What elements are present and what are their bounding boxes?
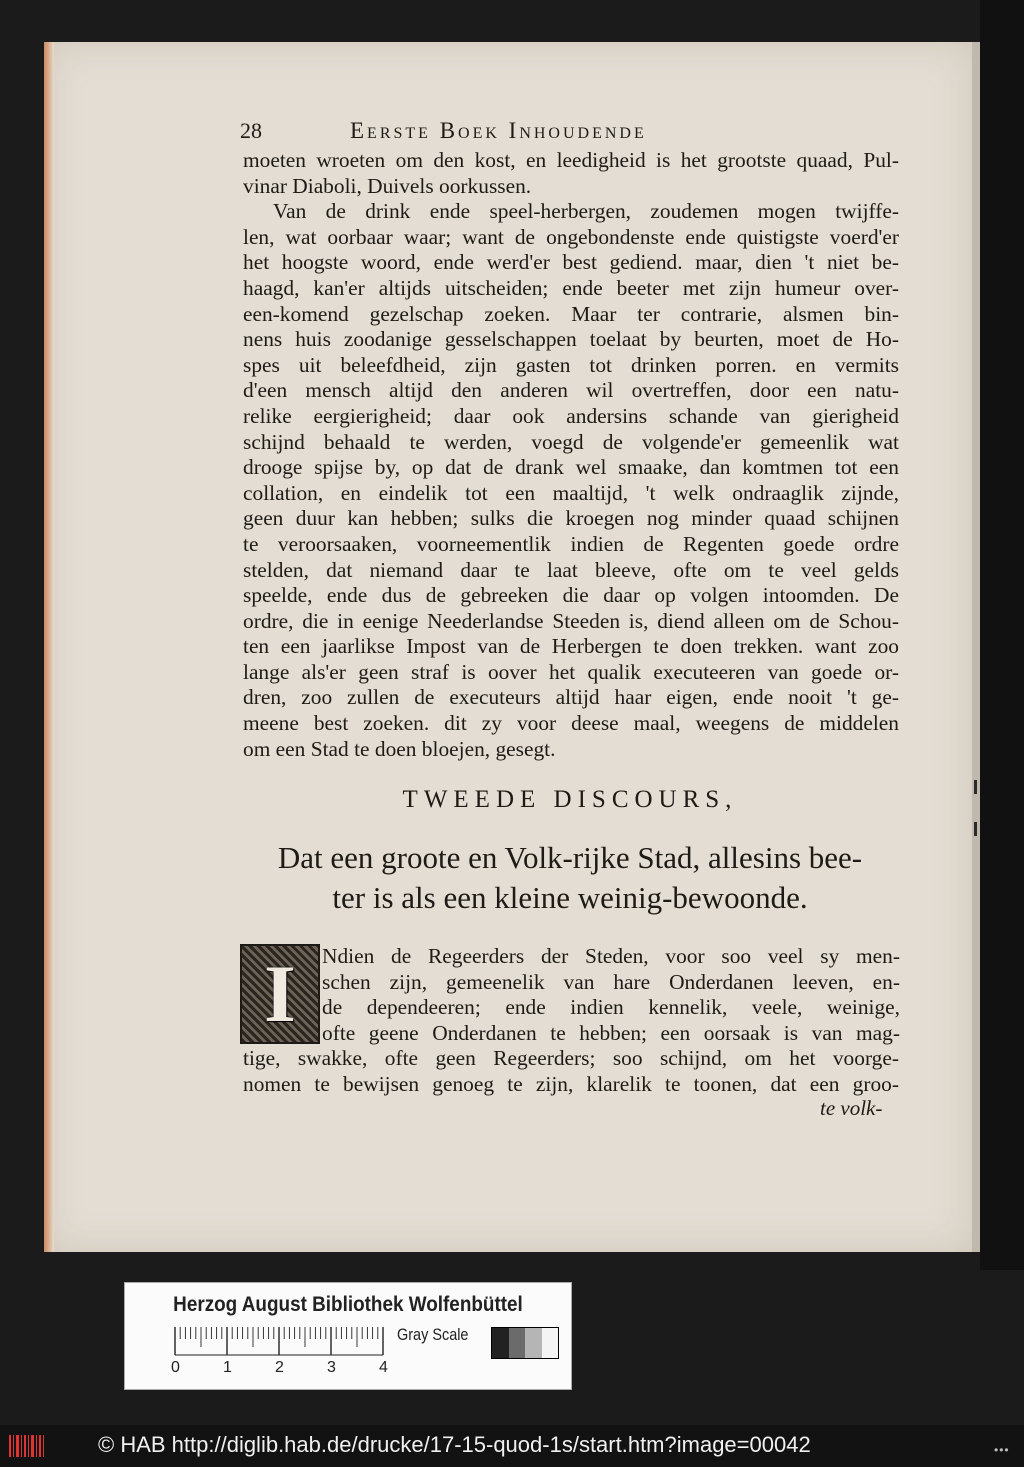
text-line: tige, swakke, ofte geen Regeerders; soo schijnd, om het voorge-: [243, 1046, 899, 1070]
gray-swatch: [509, 1328, 526, 1358]
text-line: ofte geene Onderdanen te hebben; een oorsaak is van mag-: [322, 1020, 900, 1045]
subtitle-line: Dat een groote en Volk-rijke Stad, allesins bee-: [277, 840, 863, 875]
page-edge-right: [972, 42, 980, 1252]
section-heading: TWEEDE DISCOURS,: [402, 786, 738, 813]
text-line: drooge spijse by, op dat de drank wel smaake, dan komtmen tot een: [243, 455, 899, 480]
url-text[interactable]: © HAB http://diglib.hab.de/drucke/17-15-quod-1s/start.htm?image=00042: [98, 1432, 811, 1457]
text-line: schen zijn, gemeenelik van hare Onderdanen leeven, en-: [322, 969, 900, 994]
barcode-icon: [8, 1433, 46, 1459]
grayscale-label: Gray Scale: [397, 1325, 469, 1344]
text-line: een-komend gezelschap zoeken. Maar ter contrarie, alsmen bin-: [243, 301, 899, 326]
text-line: lange als'er geen straf is oover het qualik executeeren van goede or-: [243, 659, 899, 684]
ruler-label: 0: [171, 1359, 180, 1376]
initial-letter: I: [264, 948, 296, 1039]
gutter-mark: [974, 822, 977, 836]
text-line: ordre, die in eenige Neederlandse Steeden is, diend alleen om de Schou-: [243, 608, 899, 633]
text-line: moeten wroeten om den kost, en leedigheid is het grootste quaad, Pul-: [243, 148, 899, 172]
page-header: [240, 118, 900, 148]
section-subtitle: [240, 838, 900, 918]
status-bar: [0, 1425, 1024, 1467]
ruler-label: 2: [275, 1359, 284, 1376]
gray-swatch: [525, 1328, 542, 1358]
ruler-labels: [125, 1359, 571, 1381]
text-line: dren, zoo zullen de executeurs altijd haar eigen, ende nooit 't ge-: [243, 685, 899, 710]
gray-swatch: [492, 1328, 509, 1358]
text-line: nens huis zoodanige gesselschappen toelaat by beurten, moet de Ho-: [243, 327, 899, 352]
text-line: d'een mensch altijd den anderen wil overtreffen, door een natu-: [243, 378, 899, 403]
text-line: vinar Diaboli, Duivels oorkussen.: [243, 173, 532, 198]
text-line: haagd, kan'er altijds uitscheiden; ende beeter met zijn humeur over-: [243, 275, 899, 300]
text-line: Ndien de Regeerders der Steden, voor soo veel sy men-: [322, 944, 900, 968]
ruler-label: 4: [379, 1359, 388, 1376]
text-line: te veroorsaaken, voorneementlik indien de Regenten goede ordre: [243, 531, 899, 556]
page-edge: [44, 42, 54, 1252]
gutter-mark: [974, 780, 977, 794]
page-number: 28: [240, 118, 262, 143]
text-line: relike eergierigheid; daar ook andersins schande van gierigheid: [243, 403, 899, 428]
text-line: het hoogste woord, ende werd'er best gediend. maar, dien 't niet be-: [243, 250, 899, 275]
decorated-initial: [240, 944, 320, 1044]
gray-swatch: [542, 1328, 559, 1358]
ruler-label: 1: [223, 1359, 232, 1376]
subtitle-line: ter is als een kleine weinig-bewoonde.: [332, 880, 808, 915]
text-line: collation, en eindelik tot een maaltijd, 't welk ondraaglik zijnde,: [243, 480, 899, 505]
text-line: de dependeeren; ende indien kennelik, veele, weinige,: [322, 995, 900, 1020]
text-line: ten een jaarlikse Impost van de Herbergen te doen trekken. want zoo: [243, 634, 899, 659]
paragraph-1: [243, 148, 899, 762]
paragraph-2-indented: [322, 944, 900, 1046]
text-line: meene best zoeken. dit zy voor deese maal, weegens de middelen: [243, 711, 899, 736]
grayscale-swatches: [491, 1327, 559, 1359]
text-line: Van de drink ende speel-herbergen, zoudemen mogen twijffe-: [273, 199, 899, 224]
library-title: Herzog August Bibliothek Wolfenbüttel: [173, 1293, 523, 1316]
more-icon[interactable]: •••: [994, 1443, 1010, 1457]
running-head: Eerste Boek Inhoudende: [350, 118, 647, 143]
text-line: len, wat oorbaar waar; want de ongebondenste ende quistigste voerd'er: [243, 224, 899, 249]
text-line: schijnd behaald te werden, voegd de volgende'er gemeenlik wat: [243, 429, 899, 454]
text-line: stelden, dat niemand daar te laat bleeve, ofte om te veel gelds: [243, 557, 899, 582]
book-spine: [980, 0, 1024, 1270]
library-card: [124, 1282, 572, 1390]
catchword: te volk-: [820, 1096, 883, 1120]
ruler-label: 3: [327, 1359, 336, 1376]
paragraph-2-full: [243, 1046, 899, 1097]
text-line: om een Stad te doen bloejen, gesegt.: [243, 736, 556, 761]
text-line: spes uit beleefdheid, zijn gasten tot drinken porren. en vermits: [243, 352, 899, 377]
text-line: geen duur kan hebben; sulks die kroegen nog minder quaad schijnen: [243, 506, 899, 531]
text-line: nomen te bewijsen genoeg te zijn, klarelik te toonen, dat een groo-: [243, 1071, 899, 1096]
text-line: speelde, ende dus de gebreeken die daar op volgen intoomden. De: [243, 583, 899, 608]
